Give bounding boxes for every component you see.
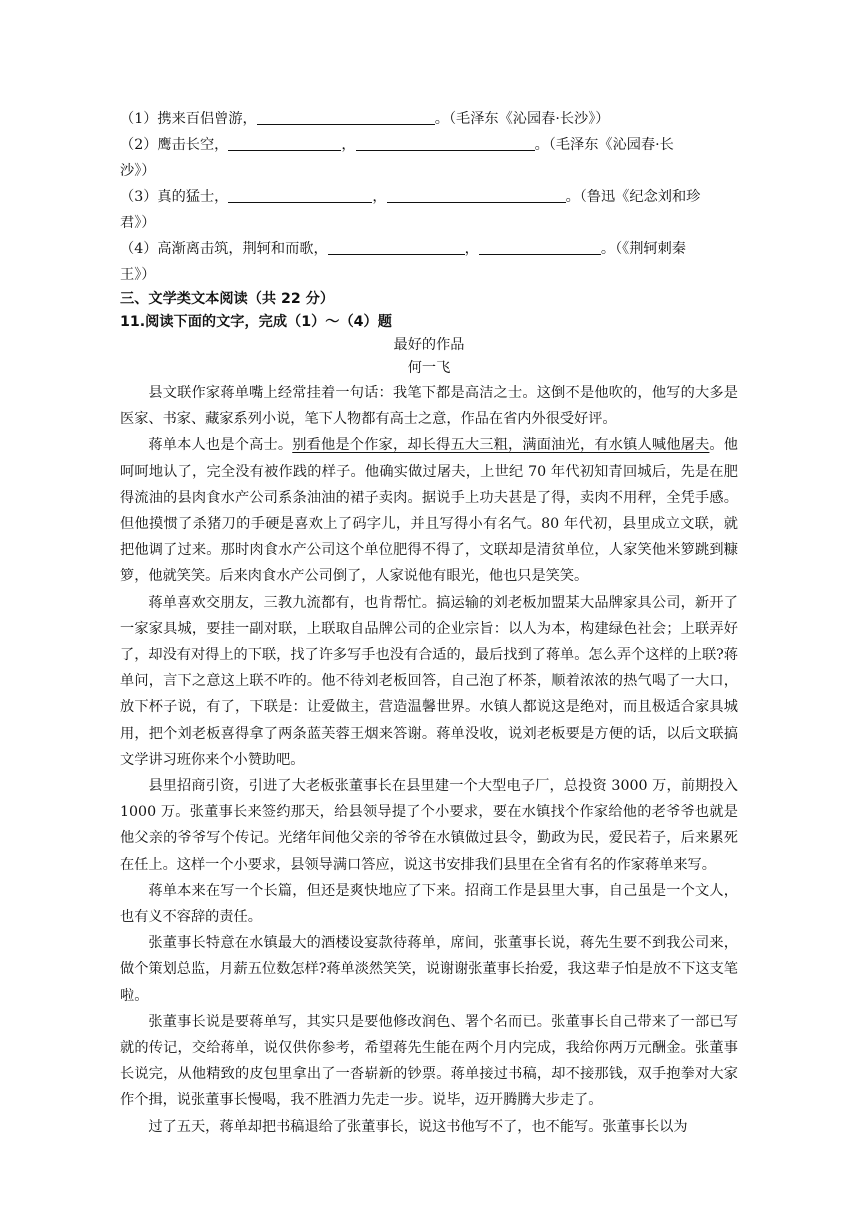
- item-separator: ，: [464, 241, 479, 257]
- fill-item-4: [120, 236, 738, 262]
- article-author: 何一飞: [407, 360, 451, 376]
- answer-blank[interactable]: [228, 135, 341, 151]
- item-separator: ，: [341, 137, 356, 153]
- document-page: [120, 106, 738, 1140]
- item-source: 。（鲁迅《纪念刘和珍: [565, 189, 701, 205]
- item-number: （1）: [120, 111, 158, 127]
- item-source: 。（毛泽东《沁园春·长: [534, 137, 674, 153]
- item-number: （3）: [120, 189, 158, 205]
- answer-blank[interactable]: [257, 109, 435, 125]
- item-number: （2）: [120, 137, 158, 153]
- item-prompt: 鹰击长空，: [157, 137, 229, 153]
- answer-blank[interactable]: [387, 187, 566, 203]
- fill-item-2-continued: 沙》）: [120, 163, 156, 179]
- fill-item-1: [120, 106, 738, 132]
- article-paragraph-1: 县文联作家蒋单嘴上经常挂着一句话：我笔下都是高洁之士。这倒不是他吹的，他写的大多是医家、书家、藏家系列小说，笔下人物都有高士之意，作品在省内外很受好评。: [120, 385, 738, 428]
- article-paragraph-2: 蒋单本人也是个高士。别看他是个作家，却长得五大三粗，满面油光，有水镇人喊他屠夫。他呵呵地认了，完全没有被作践的样子。他确实做过屠夫，上世纪 70 年代初知青回城后，先是在肥得流油的县肉食水产公司系条油油的裙子卖肉。据说手上功夫甚是了得，卖肉不用秤，全凭手感。但他摸惯了杀猪刀的手硬是喜欢上了码字儿，并且写得小有名气。80 年代初，县里成立文联，就把他调了过来。那时肉食水产公司这个单位肥得不得了，文联却是清贫单位，人家笑他米箩跳到糠箩，他就笑笑。后来肉食水产公司倒了，人家说他有眼光，他也只是笑笑。: [120, 437, 738, 585]
- article-paragraph-4: 县里招商引资，引进了大老板张董事长在县里建一个大型电子厂，总投资 3000 万，前期投入 1000 万。张董事长来签约那天，给县领导提了个小要求，要在水镇找个作家给他的老爷爷也就是他父亲的爷爷写个传记。光绪年间他父亲的爷爷在水镇做过县令，勤政为民，爱民若子，后来累死在任上。这样一个小要求，县领导满口答应，说这书安排我们县里在全省有名的作家蒋单来写。: [120, 778, 738, 873]
- underlined-sentence: 别看他是个作家，却长得五大三粗，满面油光，有水镇人喊他屠夫: [292, 437, 710, 454]
- fill-item-2: [120, 132, 738, 158]
- item-source: 。（《荆轲刺秦: [600, 241, 686, 257]
- answer-blank[interactable]: [328, 239, 465, 255]
- answer-blank[interactable]: [356, 135, 535, 151]
- article-paragraph-8: 过了五天，蒋单却把书稿退给了张董事长，说这书他写不了，也不能写。张董事长以为: [148, 1118, 688, 1135]
- item-separator: ，: [372, 189, 387, 205]
- article-title: 最好的作品: [393, 337, 465, 353]
- question-heading: 11.阅读下面的文字，完成（1）～（4）题: [120, 314, 392, 330]
- item-source: 。（毛泽东《沁园春·长沙》）: [434, 111, 610, 127]
- article-paragraph-3: 蒋单喜欢交朋友，三教九流都有，也肯帮忙。搞运输的刘老板加盟某大品牌家具公司，新开了一家家具城，要挂一副对联，上联取自品牌公司的企业宗旨：以人为本，构建绿色社会；上联弄好了，却没有对得上的下联，找了许多写手也没有合适的，最后找到了蒋单。怎么弄个这样的上联?蒋单问，言下之意这上联不咋的。他不待刘老板回答，自己泡了杯茶，顺着浓浓的热气喝了一大口，放下杯子说，有了，下联是：让爱做主，营造温馨世界。水镇人都说这是绝对，而且极适合家具城用，把个刘老板喜得拿了两条蓝芙蓉王烟来答谢。蒋单没收，说刘老板要是方便的话，以后文联搞文学讲习班你来个小赞助吧。: [120, 594, 738, 768]
- item-prompt: 高渐离击筑，荆轲和而歌，: [157, 241, 328, 257]
- item-prompt: 真的猛士，: [157, 189, 229, 205]
- answer-blank[interactable]: [479, 239, 601, 255]
- article-paragraph-6: 张董事长特意在水镇最大的酒楼设宴款待蒋单，席间，张董事长说，蒋先生要不到我公司来，做个策划总监，月薪五位数怎样?蒋单淡然笑笑，说谢谢张董事长抬爱，我这辈子怕是放不下这支笔啦。: [120, 935, 738, 1004]
- article-paragraph-7: 张董事长说是要蒋单写，其实只是要他修改润色、署个名而已。张董事长自己带来了一部已写就的传记，交给蒋单，说仅供你参考，希望蒋先生能在两个月内完成，我给你两万元酬金。张董事长说完，从他精致的皮包里拿出了一沓崭新的钞票。蒋单接过书稿，却不接那钱，双手抱拳对大家作个揖，说张董事长慢喝，我不胜酒力先走一步。说毕，迈开腾腾大步走了。: [120, 1013, 738, 1109]
- fill-item-3-continued: 君》）: [120, 215, 156, 231]
- section-heading: 三、文学类文本阅读（共 22 分）: [120, 291, 335, 307]
- item-number: （4）: [120, 241, 158, 257]
- article-paragraph-5: 蒋单本来在写一个长篇，但还是爽快地应了下来。招商工作是县里大事，自己虽是一个文人，也有义不容辞的责任。: [120, 882, 738, 926]
- answer-blank[interactable]: [228, 187, 372, 203]
- fill-item-4-continued: 王》）: [120, 267, 156, 283]
- fill-item-3: [120, 184, 738, 210]
- item-prompt: 携来百侣曾游，: [157, 111, 257, 127]
